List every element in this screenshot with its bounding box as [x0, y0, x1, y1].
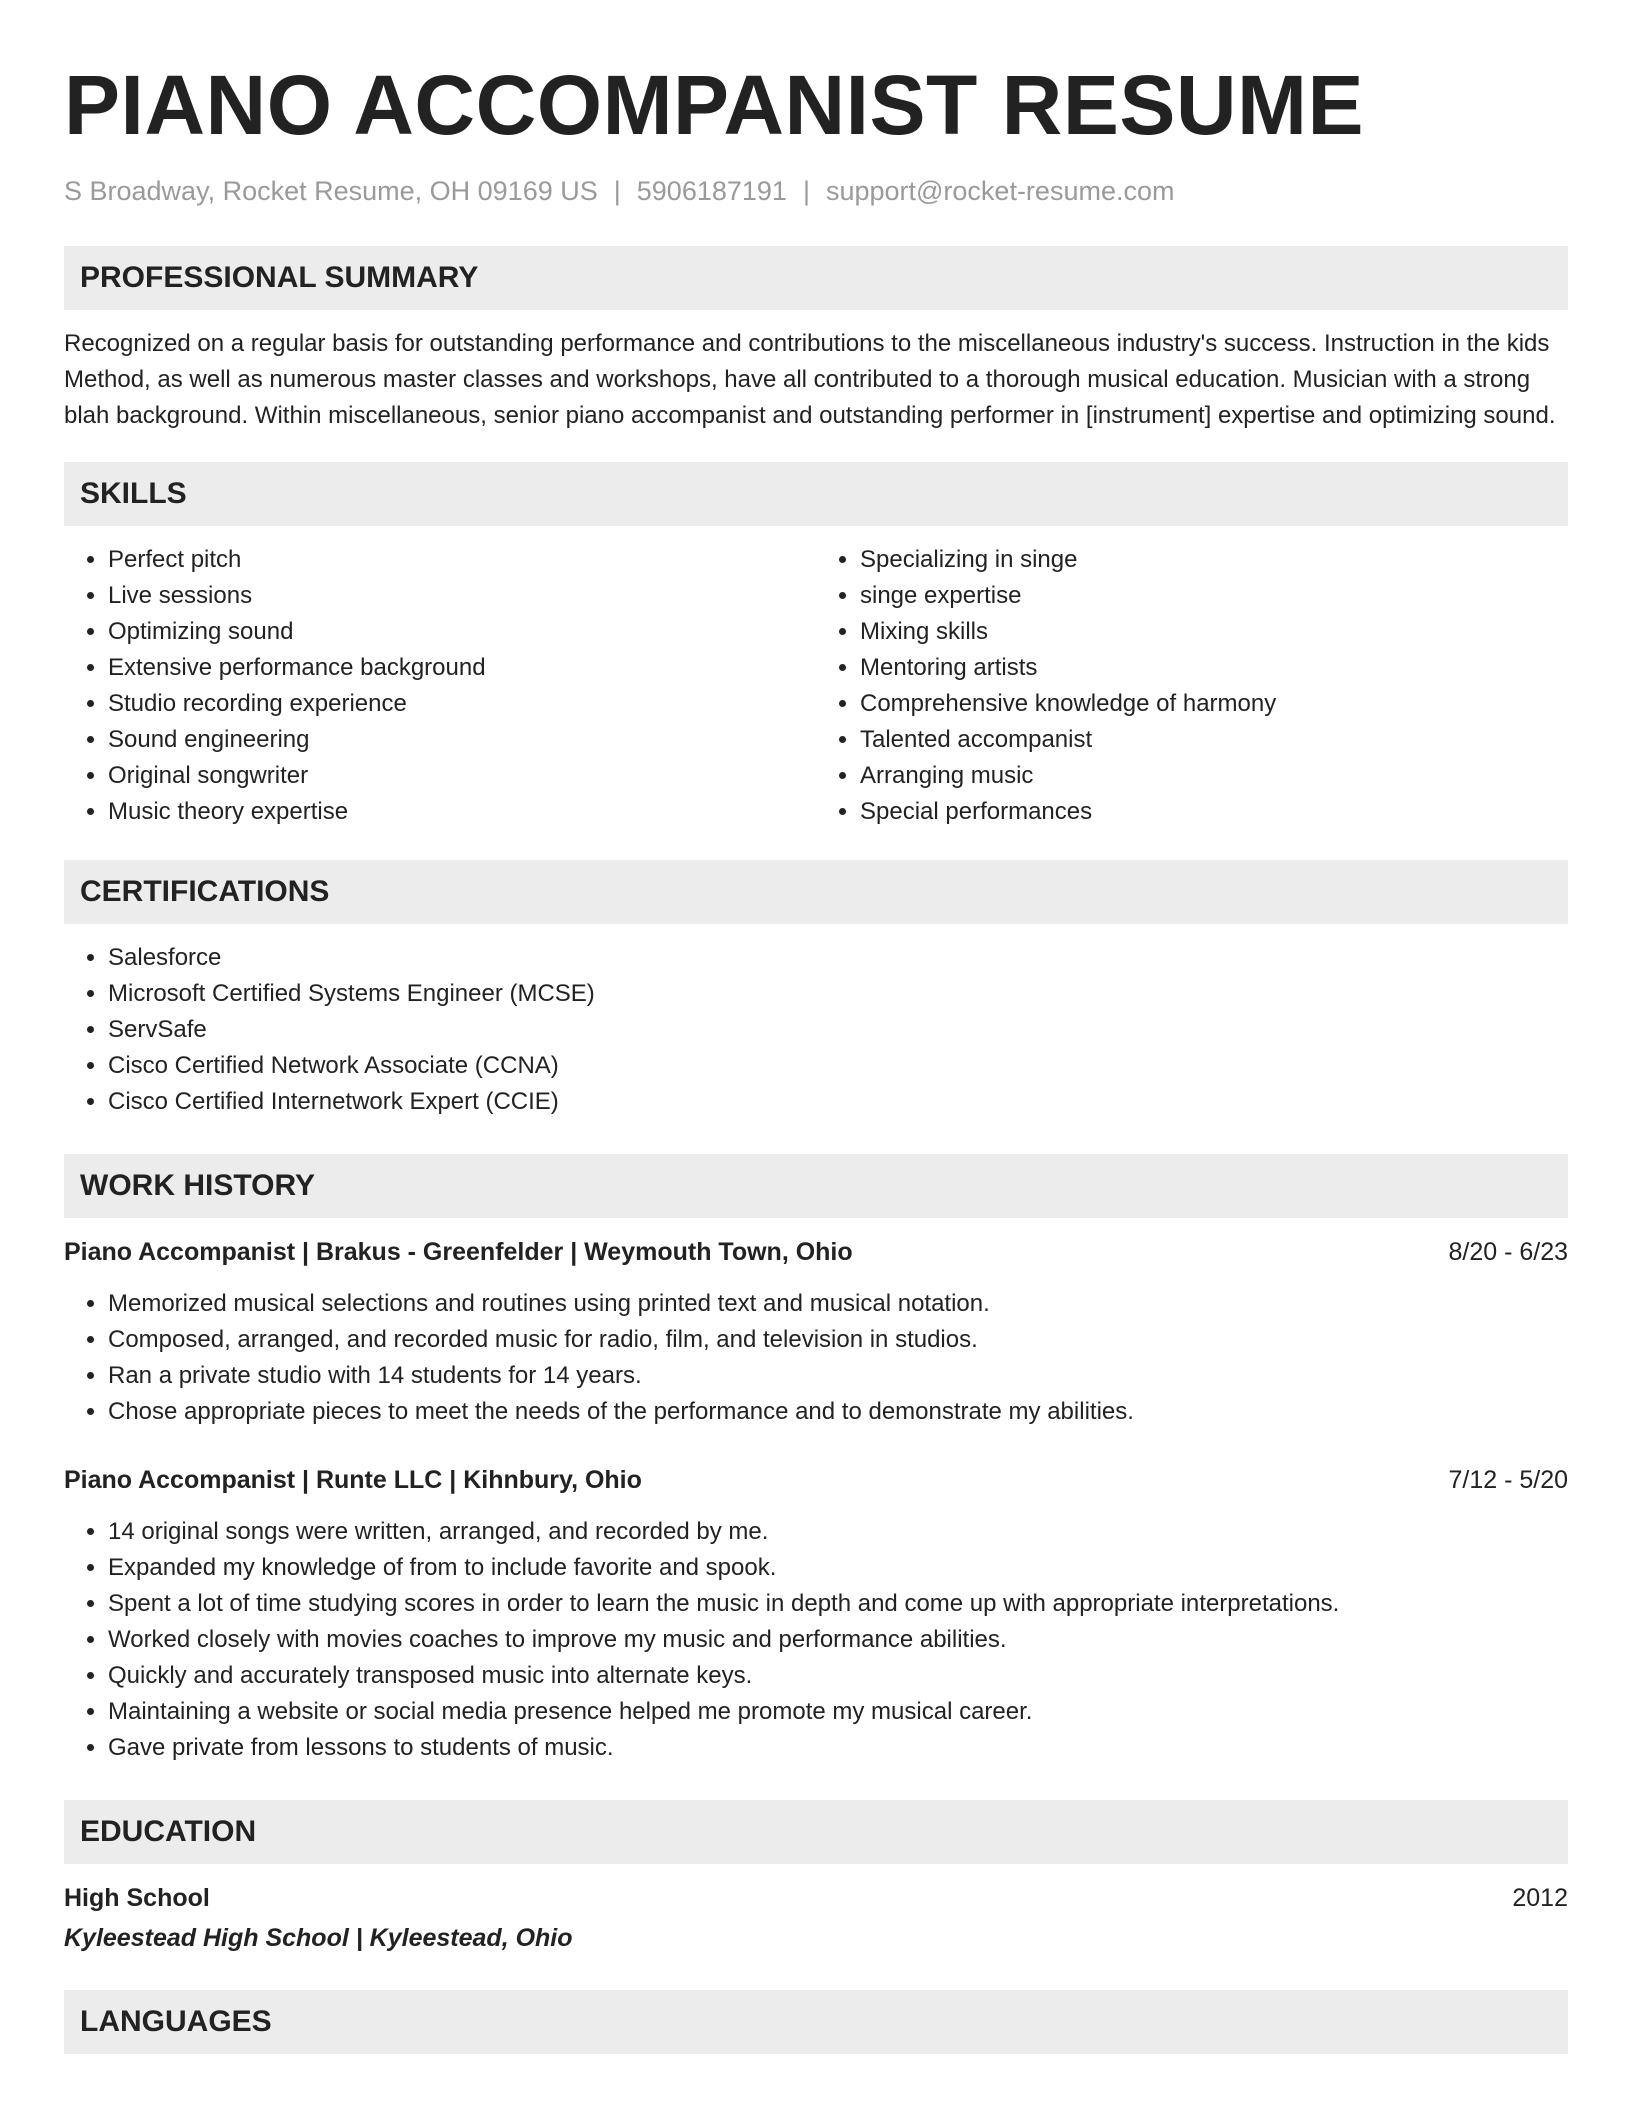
- job-bullet: • Worked closely with movies coaches to improve my music and performance abilities.: [108, 1622, 1568, 1658]
- skill-item: • Music theory expertise: [108, 794, 816, 830]
- skill-item: • Original songwriter: [108, 758, 816, 794]
- job-bullets: [64, 1514, 1568, 1766]
- skill-item: • Specializing in singe: [860, 542, 1568, 578]
- contact-separator: |: [613, 176, 621, 206]
- contact-line: [64, 174, 1568, 208]
- contact-address: S Broadway, Rocket Resume, OH 09169 US: [64, 176, 598, 206]
- section-header-certifications: CERTIFICATIONS: [64, 860, 1568, 924]
- skill-item: • Special performances: [860, 794, 1568, 830]
- skills-grid: [64, 542, 1568, 830]
- skill-item: • Sound engineering: [108, 722, 816, 758]
- skill-item: • Perfect pitch: [108, 542, 816, 578]
- skills-list-left: [64, 542, 816, 830]
- job-header: [64, 1234, 1568, 1270]
- certification-item: • Salesforce: [108, 940, 1568, 976]
- certification-item: • Cisco Certified Network Associate (CCNA): [108, 1048, 1568, 1084]
- job-title: Piano Accompanist | Runte LLC | Kihnbury, Ohio: [64, 1466, 642, 1494]
- job-dates: 8/20 - 6/23: [1448, 1238, 1568, 1266]
- contact-separator: |: [802, 176, 810, 206]
- job-bullet: • Maintaining a website or social media presence helped me promote my musical career.: [108, 1694, 1568, 1730]
- education-school: Kyleestead High School | Kyleestead, Ohio: [64, 1924, 573, 1952]
- resume-title: PIANO ACCOMPANIST RESUME: [64, 58, 1365, 152]
- skill-item: • Live sessions: [108, 578, 816, 614]
- skill-item: • Talented accompanist: [860, 722, 1568, 758]
- section-header-summary: PROFESSIONAL SUMMARY: [64, 246, 1568, 310]
- certifications-list: [64, 940, 1568, 1120]
- job-title: Piano Accompanist | Brakus - Greenfelder | Weymouth Town, Ohio: [64, 1238, 853, 1266]
- certification-item: • Microsoft Certified Systems Engineer (MCSE): [108, 976, 1568, 1012]
- job-bullet: • Chose appropriate pieces to meet the needs of the performance and to demonstrate my abilities.: [108, 1394, 1568, 1430]
- skill-item: • Optimizing sound: [108, 614, 816, 650]
- summary-text: Recognized on a regular basis for outstanding performance and contributions to the miscellaneous industry's success. Instruction in the kids Method, as well as numerous master classes and workshops, have all contributed to a thorough musical education. Musician with a strong blah background. Within miscellaneous, senior piano accompanist and outstanding performer in [instrument] expertise and optimizing sound.: [64, 330, 1556, 429]
- education-year: 2012: [1512, 1884, 1568, 1912]
- skill-item: • singe expertise: [860, 578, 1568, 614]
- section-header-work-history: WORK HISTORY: [64, 1154, 1568, 1218]
- job-bullet: • Gave private from lessons to students of music.: [108, 1730, 1568, 1766]
- skill-item: • Comprehensive knowledge of harmony: [860, 686, 1568, 722]
- job-bullet: • Expanded my knowledge of from to include favorite and spook.: [108, 1550, 1568, 1586]
- education-degree: High School: [64, 1884, 210, 1912]
- job-bullet: • Spent a lot of time studying scores in order to learn the music in depth and come up with appropriate interpretations.: [108, 1586, 1568, 1622]
- section-header-education: EDUCATION: [64, 1800, 1568, 1864]
- job-bullet: • Composed, arranged, and recorded music for radio, film, and television in studios.: [108, 1322, 1568, 1358]
- certification-item: • Cisco Certified Internetwork Expert (CCIE): [108, 1084, 1568, 1120]
- skill-item: • Studio recording experience: [108, 686, 816, 722]
- job-bullets: [64, 1286, 1568, 1430]
- job-bullet: • Ran a private studio with 14 students for 14 years.: [108, 1358, 1568, 1394]
- skill-item: • Arranging music: [860, 758, 1568, 794]
- job-header: [64, 1462, 1568, 1498]
- job-bullet: • 14 original songs were written, arranged, and recorded by me.: [108, 1514, 1568, 1550]
- section-header-languages: LANGUAGES: [64, 1990, 1568, 2054]
- skill-item: • Mentoring artists: [860, 650, 1568, 686]
- education-header: [64, 1880, 1568, 1916]
- contact-phone: 5906187191: [636, 176, 787, 206]
- certification-item: • ServSafe: [108, 1012, 1568, 1048]
- section-header-skills: SKILLS: [64, 462, 1568, 526]
- job-dates: 7/12 - 5/20: [1448, 1466, 1568, 1494]
- contact-email: support@rocket-resume.com: [825, 176, 1175, 206]
- skill-item: • Mixing skills: [860, 614, 1568, 650]
- job-bullet: • Memorized musical selections and routines using printed text and musical notation.: [108, 1286, 1568, 1322]
- skills-list-right: [816, 542, 1568, 830]
- job-bullet: • Quickly and accurately transposed music into alternate keys.: [108, 1658, 1568, 1694]
- skill-item: • Extensive performance background: [108, 650, 816, 686]
